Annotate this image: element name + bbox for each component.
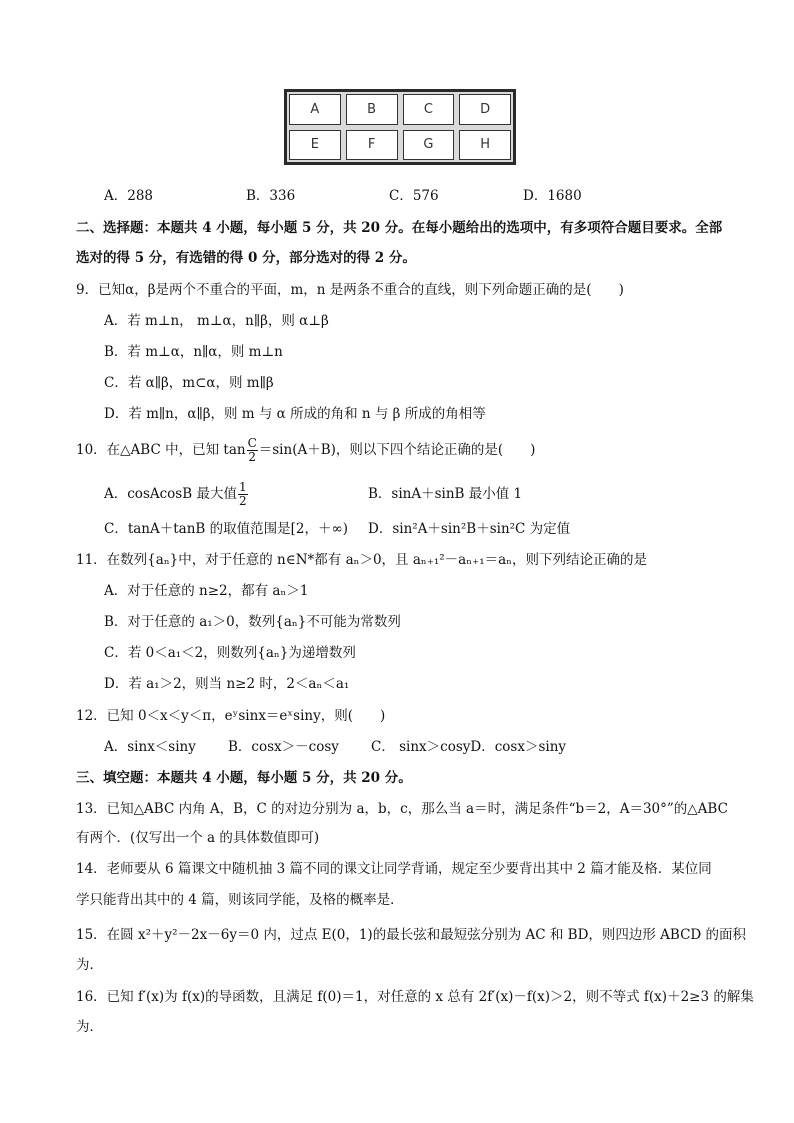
q10-a-den: 2: [238, 494, 247, 508]
q10-frac-num: C: [247, 436, 257, 450]
q12-option-b: B．cosx＞－cosy: [228, 739, 339, 755]
q9-option-c: C．若 α∥β，m⊂α，则 m∥β: [104, 375, 274, 391]
q15-line2: 为．: [76, 957, 103, 973]
q10-stem-post: ＝sin(A＋B)，则以下四个结论正确的是( ): [258, 442, 536, 458]
q10-option-d: D．sin²A＋sin²B＋sin²C 为定值: [368, 521, 571, 537]
q10-option-a-text: A．cosAcosB 最大值: [104, 486, 237, 502]
q16-line1: 16．已知 f′(x)为 f(x)的导函数，且满足 f(0)＝1，对任意的 x 总有 2f′(x)－f(x)＞2，则不等式 f(x)＋2≥3 的解集: [76, 989, 754, 1005]
grid-cell: A: [289, 94, 341, 125]
q11-option-b: B．对于任意的 a₁＞0，数列{aₙ}不可能为常数列: [104, 614, 401, 630]
q10-option-b: B．sinA＋sinB 最小值 1: [368, 486, 523, 502]
q8-option-b: B．336: [246, 188, 296, 204]
q11-option-d: D．若 a₁＞2，则当 n≥2 时，2＜aₙ＜a₁: [104, 676, 350, 692]
q10-stem-pre: 10．在△ABC 中，已知 tan: [76, 442, 246, 458]
q10-option-a: [104, 477, 249, 511]
q10-option-c: C．tanA＋tanB 的取值范围是[2，＋∞): [104, 521, 348, 537]
q9-stem: 9．已知α，β是两个不重合的平面，m，n 是两条不重合的直线，则下列命题正确的是( ): [76, 282, 624, 298]
grid-cell: B: [346, 94, 398, 125]
section2-header-line2: 选对的得 5 分，有选错的得 0 分，部分选对的得 2 分。: [76, 250, 416, 266]
grid-cell: F: [346, 130, 398, 161]
grid-cell: C: [403, 94, 455, 125]
q14-line1: 14．老师要从 6 篇课文中随机抽 3 篇不同的课文让同学背诵，规定至少要背出其中 2 篇才能及格．某位同: [76, 861, 712, 877]
q15-line1: 15．在圆 x²＋y²－2x－6y＝0 内，过点 E(0，1)的最长弦和最短弦分别为 AC 和 BD，则四边形 ABCD 的面积: [76, 927, 747, 943]
q12-option-a: A．sinx＜siny: [104, 739, 196, 755]
q9-option-a: A．若 m⊥n， m⊥α，n∥β，则 α⊥β: [104, 313, 329, 329]
q11-option-a: A．对于任意的 n≥2，都有 aₙ＞1: [104, 583, 309, 599]
q12-stem: 12．已知 0＜x＜y＜π，eʸsinx＝eˣsiny，则( ): [76, 708, 386, 724]
grid-cell: D: [459, 94, 511, 125]
seat-grid-figure: [284, 89, 516, 165]
q9-option-b: B．若 m⊥α，n∥α，则 m⊥n: [104, 344, 283, 360]
q10-option-a-fraction: [238, 481, 248, 508]
q10-stem: [76, 433, 535, 467]
q16-line2: 为．: [76, 1019, 103, 1035]
q13-line1: 13．已知△ABC 内角 A，B，C 的对边分别为 a，b，c，那么当 a＝时，满足条件“b＝2，A＝30°”的△ABC: [76, 801, 728, 817]
q13-line2: 有两个．(仅写出一个 a 的具体数值即可): [76, 830, 320, 846]
q10-fraction: [247, 437, 258, 464]
q14-line2: 学只能背出其中的 4 篇，则该同学能，及格的概率是．: [76, 892, 404, 908]
q8-option-a: A．288: [104, 188, 154, 204]
section2-header-line1: 二、选择题：本题共 4 小题，每小题 5 分，共 20 分。在每小题给出的选项中，有多项符合题目要求。全部: [76, 220, 723, 236]
q8-option-c: C．576: [389, 188, 439, 204]
grid-cell: H: [459, 130, 511, 161]
q8-option-d: D．1680: [523, 188, 582, 204]
grid-cell: E: [289, 130, 341, 161]
grid-cell: G: [403, 130, 455, 161]
q11-stem: 11．在数列{aₙ}中，对于任意的 n∈N*都有 aₙ＞0，且 aₙ₊₁²－aₙ₊₁＝aₙ，则下列结论正确的是: [76, 552, 648, 568]
section3-header: 三、填空题：本题共 4 小题，每小题 5 分，共 20 分。: [76, 770, 412, 786]
q12-option-cd: C． sinx＞cosyD．cosx＞siny: [371, 739, 567, 755]
q9-option-d: D．若 m∥n，α∥β，则 m 与 α 所成的角和 n 与 β 所成的角相等: [104, 406, 486, 422]
q11-option-c: C．若 0＜a₁＜2，则数列{aₙ}为递增数列: [104, 645, 356, 661]
q10-a-num: 1: [238, 480, 247, 494]
q10-frac-den: 2: [248, 450, 256, 464]
